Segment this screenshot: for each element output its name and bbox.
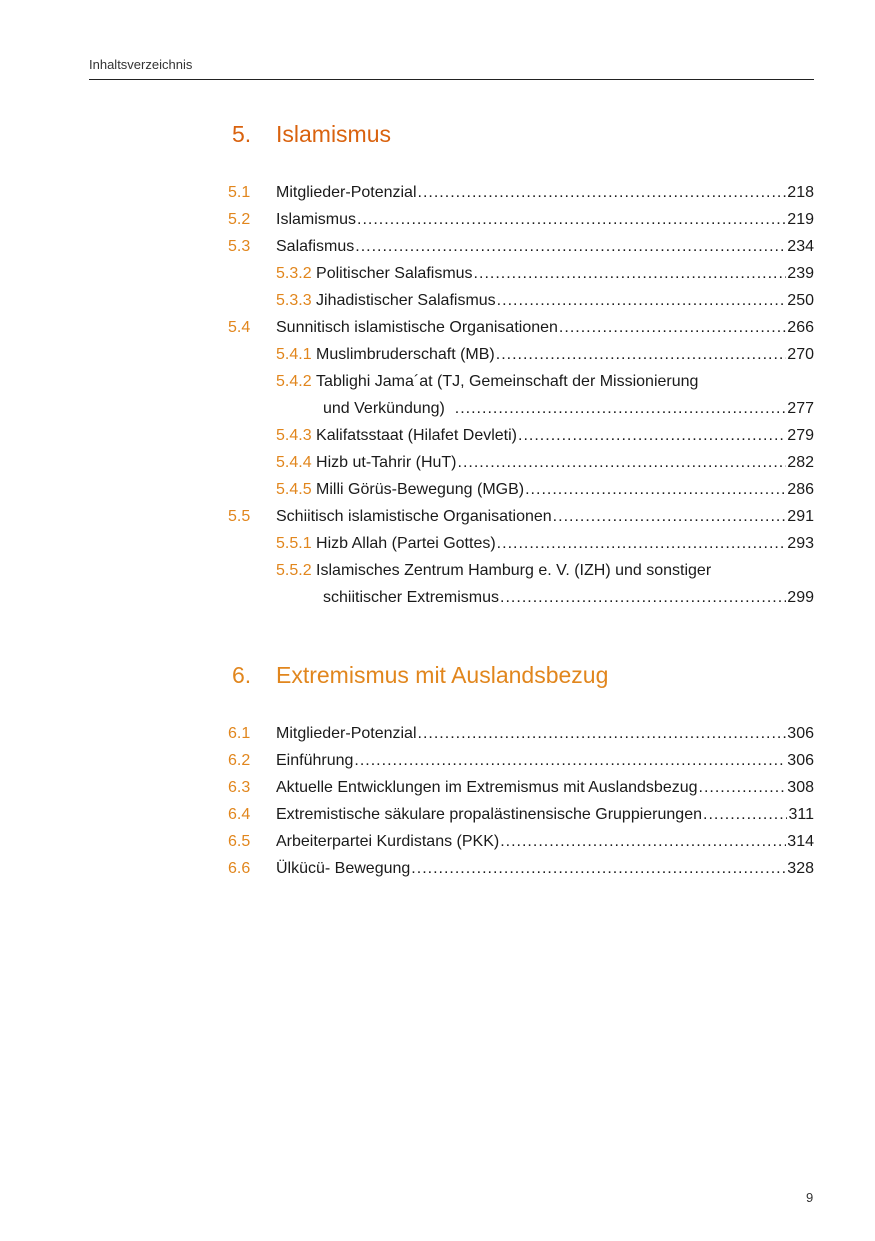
toc-entry-title: Ülkücü- Bewegung bbox=[276, 860, 411, 877]
toc-entry-number: 5.3.3 bbox=[276, 292, 312, 309]
toc-entry-number: 6.2 bbox=[228, 752, 251, 769]
leader-dots bbox=[355, 237, 786, 257]
toc-entry-number: 5.5.2 bbox=[276, 562, 312, 579]
toc-entry-number: 5.4.1 bbox=[276, 346, 312, 363]
leader-dots bbox=[418, 724, 787, 744]
toc-entry-page: 286 bbox=[787, 481, 814, 498]
toc-entry-page: 306 bbox=[787, 725, 814, 742]
leader-dots bbox=[455, 399, 787, 419]
toc-entry-page: 250 bbox=[787, 292, 814, 309]
toc-entry-title: Aktuelle Entwicklungen im Extremismus mit Auslandsbezug bbox=[276, 779, 698, 796]
toc-entry-number: 5.4.3 bbox=[276, 427, 312, 444]
leader-dots bbox=[525, 480, 786, 500]
toc-entry-number: 6.1 bbox=[228, 725, 251, 742]
toc-subentry[interactable] bbox=[0, 426, 814, 453]
toc-entry-page: 239 bbox=[787, 265, 814, 282]
toc-entry-title: Schiitisch islamistische Organisationen bbox=[276, 508, 552, 525]
chapter-title: Islamismus bbox=[276, 121, 392, 147]
toc-entry-page: 266 bbox=[787, 319, 814, 336]
chapter-number: 5. bbox=[232, 121, 252, 147]
toc-entry-number: 6.6 bbox=[228, 860, 251, 877]
toc-subentry-continuation[interactable] bbox=[0, 399, 814, 426]
toc-entry-page: 282 bbox=[787, 454, 814, 471]
leader-dots bbox=[497, 291, 787, 311]
toc-entry-title: Einführung bbox=[276, 752, 354, 769]
toc-entry-title: Extremistische säkulare propalästinensische Gruppierungen bbox=[276, 806, 702, 823]
toc-entry-title: Salafismus bbox=[276, 238, 355, 255]
toc-entry-number: 5.3 bbox=[228, 238, 251, 255]
toc-entry[interactable] bbox=[0, 183, 814, 210]
toc-subentry-continuation[interactable] bbox=[0, 588, 814, 615]
toc-entry-page: 277 bbox=[787, 400, 814, 417]
toc-entry-title: Kalifatsstaat (Hilafet Devleti) bbox=[316, 427, 518, 444]
toc-entry-title: Milli Görüs-Bewegung (MGB) bbox=[316, 481, 525, 498]
toc-entry-page: 311 bbox=[788, 806, 814, 823]
toc-entry-page: 270 bbox=[787, 346, 814, 363]
leader-dots bbox=[357, 210, 786, 230]
toc-entry-page: 306 bbox=[787, 752, 814, 769]
page-number: 9 bbox=[806, 1190, 814, 1205]
toc-entry[interactable] bbox=[0, 805, 814, 832]
toc-entry[interactable] bbox=[0, 832, 814, 859]
toc-entry[interactable] bbox=[0, 318, 814, 345]
toc-entry-number: 5.2 bbox=[228, 211, 251, 228]
toc-subentry[interactable] bbox=[0, 480, 814, 507]
toc-entry-number: 5.4.5 bbox=[276, 481, 312, 498]
toc-entry-title: Tablighi Jama´at (TJ, Gemeinschaft der Missionierung bbox=[316, 373, 699, 390]
leader-dots bbox=[559, 318, 786, 338]
toc-entry-title: Mitglieder-Potenzial bbox=[276, 184, 417, 201]
toc-entry-title: Arbeiterpartei Kurdistans (PKK) bbox=[276, 833, 500, 850]
toc-entry-page: 279 bbox=[787, 427, 814, 444]
toc-entry-number: 5.4 bbox=[228, 319, 251, 336]
chapter-number: 6. bbox=[232, 662, 252, 688]
toc-subentry[interactable] bbox=[0, 453, 814, 480]
toc-subentry[interactable] bbox=[0, 291, 814, 318]
leader-dots bbox=[500, 588, 786, 608]
toc-entry-page: 291 bbox=[787, 508, 814, 525]
toc-entry-number: 6.3 bbox=[228, 779, 251, 796]
toc-entry-title-continued: und Verkündung) bbox=[323, 400, 445, 417]
toc-entry-page: 299 bbox=[787, 589, 814, 606]
toc-entry-title: Jihadistischer Salafismus bbox=[316, 292, 496, 309]
toc-entry-title: Islamismus bbox=[276, 211, 357, 228]
toc-entry-page: 293 bbox=[787, 535, 814, 552]
toc-entry-title: Hizb Allah (Partei Gottes) bbox=[316, 535, 496, 552]
toc-entry-number: 5.3.2 bbox=[276, 265, 312, 282]
toc-subentry[interactable] bbox=[0, 561, 814, 588]
toc-entry-number: 5.4.2 bbox=[276, 373, 312, 390]
leader-dots bbox=[703, 805, 787, 825]
toc-entry[interactable] bbox=[0, 859, 814, 886]
toc-entry[interactable] bbox=[0, 507, 814, 534]
toc-entry-number: 5.1 bbox=[228, 184, 251, 201]
toc-entry[interactable] bbox=[0, 778, 814, 805]
toc-subentry[interactable] bbox=[0, 372, 814, 399]
leader-dots bbox=[699, 778, 787, 798]
leader-dots bbox=[418, 183, 787, 203]
leader-dots bbox=[458, 453, 787, 473]
toc-entry-page: 234 bbox=[787, 238, 814, 255]
toc-entry-page: 219 bbox=[787, 211, 814, 228]
toc-entry-title: Islamisches Zentrum Hamburg e. V. (IZH) und sonstiger bbox=[316, 562, 712, 579]
toc-subentry[interactable] bbox=[0, 534, 814, 561]
toc-subentry[interactable] bbox=[0, 264, 814, 291]
toc-entry-title: Muslimbruderschaft (MB) bbox=[316, 346, 495, 363]
leader-dots bbox=[411, 859, 786, 879]
toc-entry-title: Sunnitisch islamistische Organisationen bbox=[276, 319, 558, 336]
leader-dots bbox=[474, 264, 787, 284]
header-rule bbox=[89, 79, 814, 80]
toc-entry-title: Politischer Salafismus bbox=[316, 265, 473, 282]
leader-dots bbox=[500, 832, 786, 852]
toc-entry-number: 6.5 bbox=[228, 833, 251, 850]
toc-entry-title-continued: schiitischer Extremismus bbox=[323, 589, 500, 606]
toc-entry-page: 308 bbox=[787, 779, 814, 796]
leader-dots bbox=[518, 426, 786, 446]
toc-entry-page: 328 bbox=[787, 860, 814, 877]
toc-entry-number: 5.5.1 bbox=[276, 535, 312, 552]
leader-dots bbox=[497, 534, 787, 554]
running-head: Inhaltsverzeichnis bbox=[89, 57, 193, 72]
toc-entry[interactable] bbox=[0, 237, 814, 264]
toc-entry-title: Hizb ut-Tahrir (HuT) bbox=[316, 454, 457, 471]
toc-entry[interactable] bbox=[0, 210, 814, 237]
toc-entry-number: 6.4 bbox=[228, 806, 251, 823]
toc-entry-number: 5.5 bbox=[228, 508, 251, 525]
toc-subentry[interactable] bbox=[0, 345, 814, 372]
toc-entry-title: Mitglieder-Potenzial bbox=[276, 725, 417, 742]
leader-dots bbox=[553, 507, 787, 527]
toc-entry[interactable] bbox=[0, 724, 814, 751]
toc-entry[interactable] bbox=[0, 751, 814, 778]
toc-entry-number: 5.4.4 bbox=[276, 454, 312, 471]
toc-entry-page: 218 bbox=[787, 184, 814, 201]
chapter-title: Extremismus mit Auslandsbezug bbox=[276, 662, 609, 688]
leader-dots bbox=[496, 345, 787, 365]
leader-dots bbox=[354, 751, 786, 771]
toc-entry-page: 314 bbox=[787, 833, 814, 850]
